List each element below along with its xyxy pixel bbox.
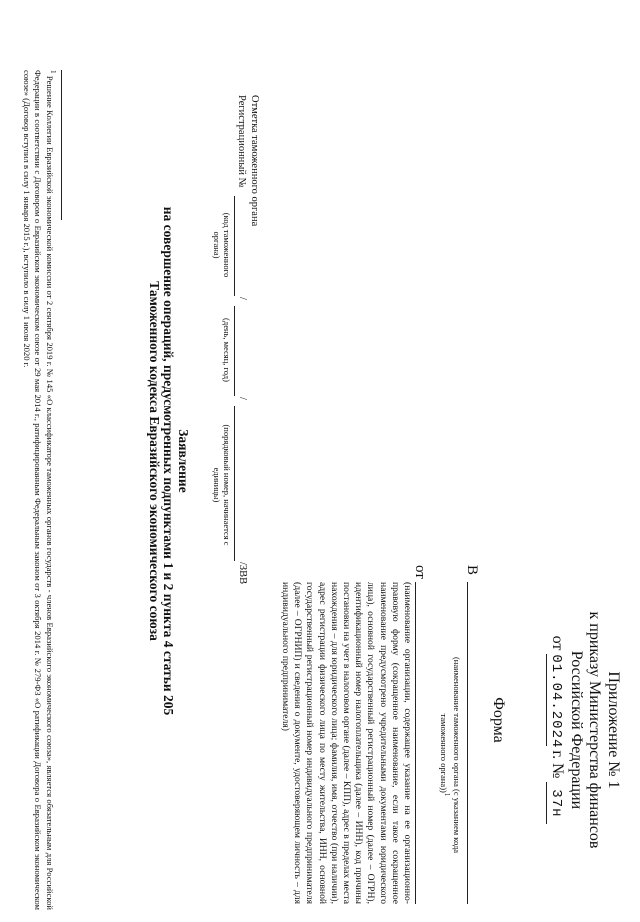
date-prefix: от: [549, 635, 567, 651]
appendix-date-line: [546, 590, 567, 870]
customs-code-line: [234, 196, 235, 296]
number-value: 37н: [546, 782, 566, 824]
slash-1: /: [237, 297, 248, 300]
caption-date: (день, месяц, год): [222, 318, 232, 382]
title-line1: Заявление: [176, 429, 191, 493]
slash-3-zvv: /ЗВВ: [237, 562, 248, 585]
appendix-line1: Приложение № 1: [605, 671, 622, 789]
appendix-line3: Российской Федерации: [568, 650, 585, 810]
applicant-name-line: [415, 582, 416, 904]
reg-number-label: Регистрационный №: [236, 95, 247, 188]
date-field-line: [234, 306, 235, 396]
document-title: [147, 40, 191, 882]
date-value: 01.04.2024: [546, 654, 566, 746]
footnote-mark: 1: [49, 70, 57, 74]
footnote-ref: 1: [443, 792, 451, 797]
applicant-caption: (наименование организации, содержащее указание на ее организационно-правовую форму (сокращенное наименование, если такое сокращенное наименование предусмотрено учредительными документами юридического лица), основной государственный регистрационный номер (далее – ОГРН), идентификационный номер налогоплательщика (далее – ИНН), код причины постановки на учет в налоговом органе (далее – КПП), адрес в пределах места нахождения – для юридического лица; фамилия, имя, отчество (при наличии), адрес регистрации физического лица по месту жительства, ИНН, основной государственный регистрационный номер индивидуального предпринимателя (далее – ОГРНИП) и сведения о документе, удостоверяющем личность – для индивидуального предпринимателя): [279, 582, 413, 904]
recipient-in-prefix: В: [464, 565, 480, 576]
title-line2: на совершение операций, предусмотренных подпунктами 1 и 2 пункта 4 статьи 205: [161, 206, 177, 716]
footnote-separator: [61, 70, 62, 220]
customs-caption: (наименование таможенного органа (с указанием кода таможенного органа))$^1$: [439, 656, 462, 854]
number-prefix: г. №: [549, 750, 567, 779]
appendix-line2: к приказу Министерства финансов: [586, 611, 604, 849]
seq-number-line: [234, 406, 235, 561]
footnote: [20, 70, 58, 910]
slash-2: /: [237, 397, 248, 400]
appendix-header: [546, 590, 622, 870]
recipient-from-prefix: от: [412, 565, 428, 579]
mark-heading: Отметка таможенного органа: [249, 95, 260, 227]
customs-name-line: [467, 582, 468, 904]
form-label: Форма: [490, 697, 507, 743]
footnote-text: Решение Коллегии Евразийской экономической комиссии от 2 сентября 2019 г. № 145 «О классификаторе таможенных органов государств - членов Евразийского экономического союза», является обязательным для Российской Федерации в соответствии с Договором о Евразийском экономическом союзе от 29 мая 2014 г., ратифицированным Федеральным законом от 3 октября 2014 г. № 279-ФЗ «О ратификации Договора о Евразийском экономическом союзе» (Договор вступил в силу 1 января 2015 г.), вступило в силу 1 июля 2020 г.: [21, 70, 56, 910]
title-line3: Таможенного кодекса Евразийского экономического союза: [147, 281, 162, 641]
caption-seq-number: (порядковый номер, начинается с единицы): [212, 424, 232, 546]
caption-customs-code: (код таможенного органа): [212, 212, 232, 278]
